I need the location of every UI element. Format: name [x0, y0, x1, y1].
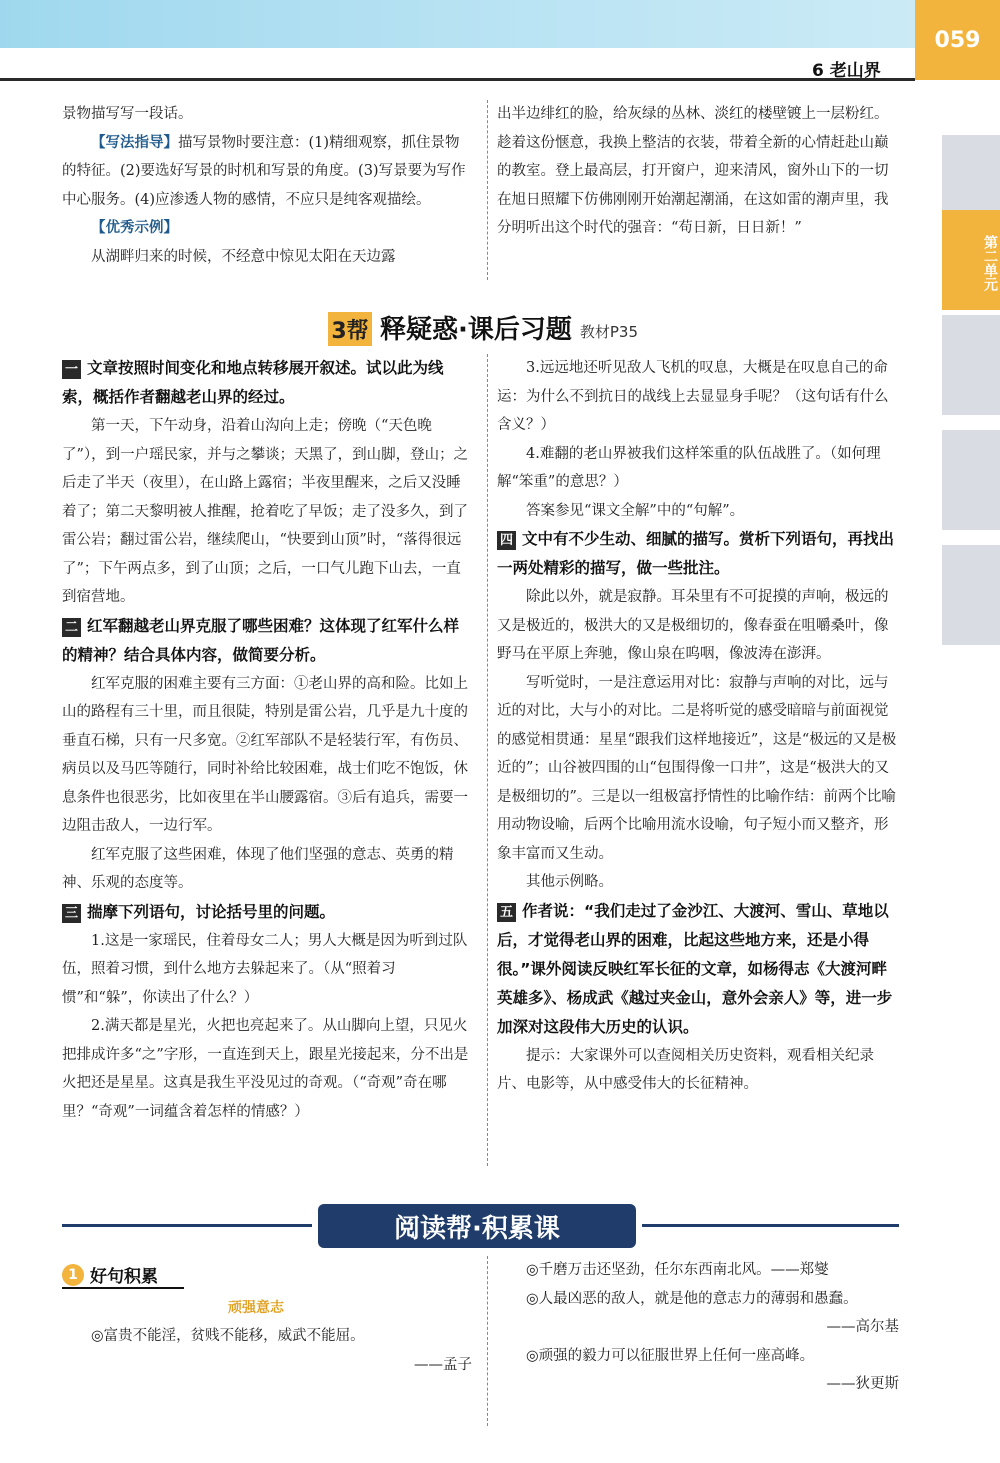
- answer-4-other: 其他示例略。: [526, 874, 613, 890]
- good-sentences-label: 1 好句积累: [62, 1262, 184, 1289]
- quote-gorky-source: ——高尔基: [826, 1319, 899, 1335]
- quote-mencius-source: ——孟子: [414, 1356, 472, 1373]
- top-left-column: [62, 100, 472, 271]
- quote-zheng-xie: ◎千磨万击还坚劲，任尔东西南北风。——郑燮: [526, 1262, 829, 1278]
- section-badge: 3帮: [328, 312, 372, 346]
- reading-left-column: [62, 1322, 472, 1379]
- column-divider-main: [487, 354, 488, 1166]
- page-number: 059: [915, 0, 1000, 80]
- reading-right-column: [497, 1256, 899, 1399]
- header-rule: [0, 78, 915, 81]
- question-1: 一 文章按照时间变化和地点转移展开叙述。试以此为线索，概括作者翻越老山界的经过。: [62, 359, 444, 406]
- reading-rule-right: [642, 1224, 899, 1227]
- quote-dickens-source: ——狄更斯: [826, 1376, 899, 1392]
- section-banner: [328, 306, 638, 346]
- answer-5: 提示：大家课外可以查阅相关历史资料，观看相关纪录片、电影等，从中感受伟大的长征精神。: [497, 1047, 874, 1092]
- sentence-3-2: 2.满天都是星光，火把也亮起来了。从山脚向上望，只见火把排成许多“之”字形，一直连到天上，跟星光接起来，分不出是火把还是星星。这真是我生平没见过的奇观。（“奇观”奇在哪里？“奇观”一词蕴含着怎样的情感？）: [62, 1018, 469, 1120]
- textbook-ref: 教材P35: [579, 323, 639, 341]
- sentence-3-3: 3.远远地还听见敌人飞机的叹息，大概是在叹息自己的命运：为什么不到抗日的战线上去显显身手呢？（这句话有什么含义？）: [497, 360, 889, 433]
- writing-tip: 【写法指导】描写景物时要注意：(1)精细观察，抓住景物的特征。(2)要选好写景的时机和写景的角度。(3)写景要为写作中心服务。(4)应渗透人物的感情，不应只是纯客观描绘。: [62, 134, 466, 208]
- chapter-title: 6 老山界: [812, 61, 881, 81]
- question-3: 三 揣摩下列语句，讨论括号里的问题。: [62, 898, 472, 927]
- side-tab-4[interactable]: [942, 430, 1000, 530]
- answer-2a: 红军克服的困难主要有三方面：①老山界的高和险。比如上山的路程有三十里，而且很陡，特别是雷公岩，几乎是九十度的垂直石梯，只有一尺多宽。②红军部队不是轻装行军，有伤员、病员以及马匹等随行，同时补给比较困难，战士们吃不饱饭，休息条件也很恶劣，比如夜里在半山腰露宿。③后有追兵，需要一边阻击敌人，一边行军。: [62, 675, 468, 834]
- side-tab-3[interactable]: [942, 315, 1000, 415]
- header-band: [0, 0, 915, 48]
- sentence-3-4: 4.难翻的老山界被我们这样笨重的队伍战胜了。（如何理解“笨重”的意思？）: [497, 445, 881, 490]
- right-column: [497, 354, 899, 1099]
- side-tab-5[interactable]: [942, 545, 1000, 645]
- good-sentences-number: 1: [62, 1264, 84, 1286]
- question-2: 二 红军翻越老山界克服了哪些困难？这体现了红军什么样的精神？结合具体内容，做简要分析。: [62, 616, 460, 664]
- sentence-3-1: 1.这是一家瑶民，住着母女二人；男人大概是因为听到过队伍，照着习惯，到什么地方去躲起来了。（从“照着习惯”和“躲”，你读出了什么？）: [62, 932, 468, 1006]
- reading-rule-left: [62, 1224, 312, 1227]
- side-tab-unit[interactable]: 第二单元: [942, 210, 1000, 310]
- left-column: [62, 354, 472, 1126]
- column-divider-top: [487, 100, 488, 280]
- answer-1: 第一天，下午动身，沿着山沟向上走；傍晚（“天色晚了”），到一户瑶民家，并与之攀谈；天黑了，到山脚，登山；之后走了半天（夜里），在山路上露宿；半夜里醒来，之后又没睡着了；第二天黎明被人推醒，抢着吃了早饭；走了没多久，到了雷公岩；翻过雷公岩，继续爬山，“快要到山顶”时，“落得很远了”；下午两点多，到了山顶；之后，一口气儿跑下山去，一直到宿营地。: [62, 418, 469, 605]
- question-5: 五 作者说：“我们走过了金沙江、大渡河、雪山、草地以后，才觉得老山界的困难，比起这些地方来，还是小得很。”课外阅读反映红军长征的文章，如杨得志《大渡河畔英雄多》、杨成武《越过夹金山，意外会亲人》等，进一步加深对这段伟大历史的认识。: [497, 901, 893, 1036]
- answer-3: 答案参见“课文全解”中的“句解”。: [526, 502, 745, 519]
- example-label: 【优秀示例】: [91, 220, 178, 236]
- answer-2b: 红军克服了这些困难，体现了他们坚强的意志、英勇的精神、乐观的态度等。: [62, 846, 454, 891]
- top-right-column: [497, 100, 899, 243]
- intro-line: 景物描写写一段话。: [62, 106, 193, 122]
- theme-tag: 顽强意志: [228, 1300, 284, 1316]
- answer-4: 写听觉时，一是注意运用对比：寂静与声响的对比，远与近的对比，大与小的对比。二是将听觉的感受暗暗与前面视觉的感觉相贯通：星星“跟我们这样地接近”，这是“极远的又是极近的”；山谷被四围的山“包围得像一口井”，这是“极洪大的又是极细切的”。三是以一组极富抒情性的比喻作结：前两个比喻用动物设喻，后两个比喻用流水设喻，句子短小而又整齐，形象丰富而又生动。: [497, 674, 897, 862]
- section-title: 释疑惑·课后习题: [380, 315, 572, 345]
- column-divider-reading: [487, 1256, 488, 1426]
- quote-4: 除此以外，就是寂静。耳朵里有不可捉摸的声响，极远的又是极近的，极洪大的又是极细切的，像春蚕在咀嚼桑叶，像野马在平原上奔驰，像山泉在呜咽，像波涛在澎湃。: [497, 589, 889, 662]
- example-text: 从湖畔归来的时候，不经意中惊见太阳在天边露: [91, 248, 396, 265]
- quote-gorky: ◎人最凶恶的敌人，就是他的意志力的薄弱和愚蠢。: [526, 1290, 858, 1307]
- question-4: 四 文中有不少生动、细腻的描写。赏析下列语句，再找出一两处精彩的描写，做一些批注。: [497, 530, 895, 577]
- quote-dickens: ◎顽强的毅力可以征服世界上任何一座高峰。: [526, 1347, 815, 1364]
- example-continued: 出半边绯红的脸，给灰绿的丛林、淡红的楼壁镀上一层粉红。趁着这份惬意，我换上整洁的衣装，带着全新的心情赶赴山巅的教室。登上最高层，打开窗户，迎来清风，窗外山下的一切在旭日照耀下仿佛刚刚开始潮起潮涌，在这如雷的潮声里，我分明听出这个时代的强音：“苟日新，日日新！”: [497, 106, 889, 236]
- quote-mencius: ◎富贵不能淫，贫贱不能移，威武不能屈。: [91, 1328, 365, 1344]
- reading-banner: 阅读帮·积累课: [318, 1204, 636, 1248]
